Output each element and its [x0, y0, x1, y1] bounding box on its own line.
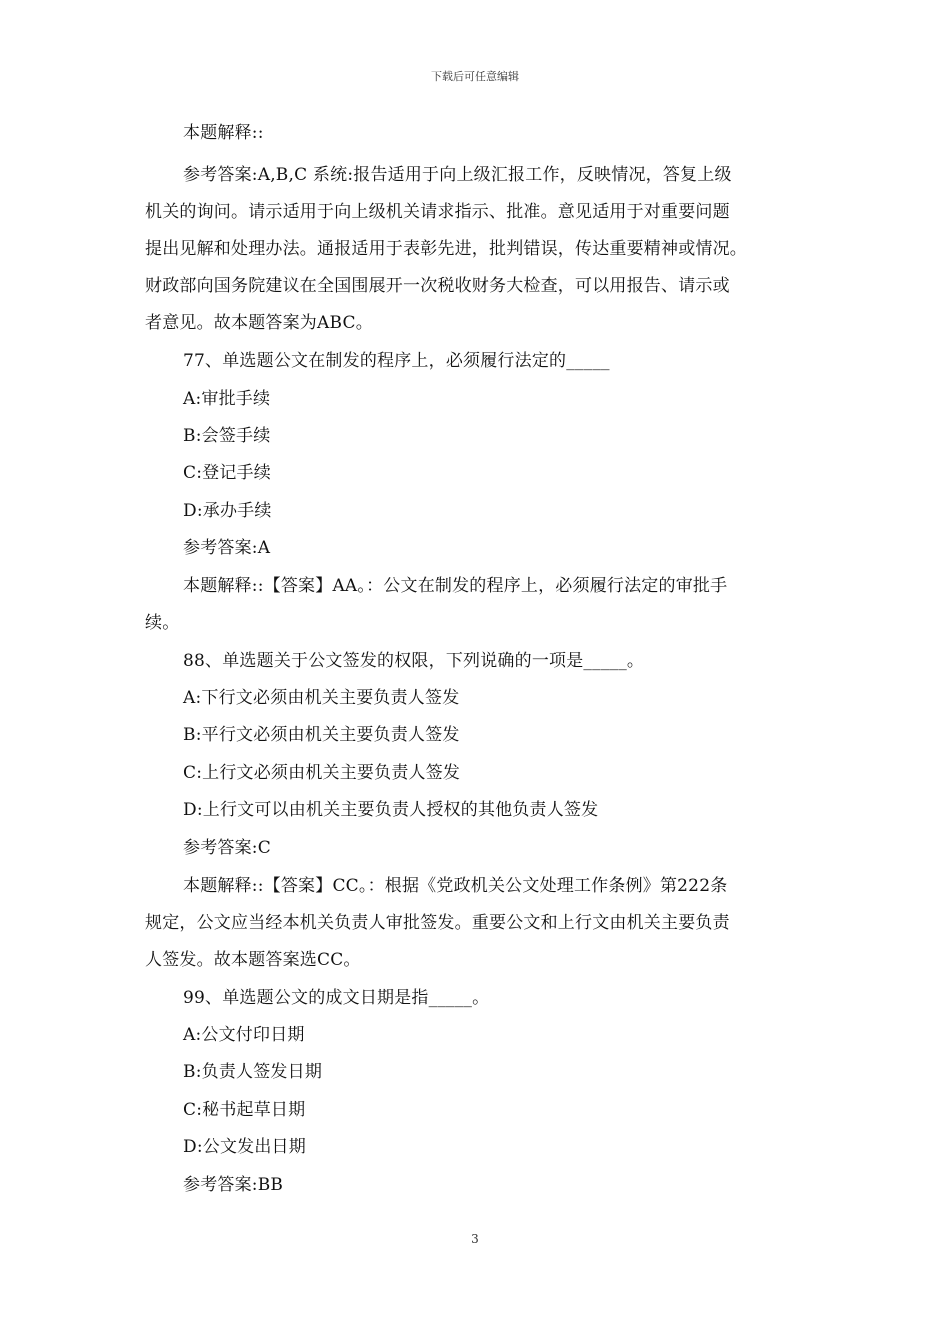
explanation-line: 本题解释::【答案】CC。：根据《党政机关公文处理工作条例》第222条: [183, 876, 728, 896]
question-88: 88、单选题关于公文签发的权限，下列说确的一项是_____。: [183, 651, 645, 671]
paragraph-line: 人签发。故本题答案选CC。: [145, 950, 361, 970]
option-d: D:公文发出日期: [183, 1137, 306, 1157]
option-a: A:公文付印日期: [183, 1025, 305, 1045]
answer-line: 参考答案:BB: [183, 1175, 284, 1195]
explanation-line: 本题解释::【答案】AA。：公文在制发的程序上，必须履行法定的审批手: [183, 576, 728, 596]
page-header: 下载后可任意编辑: [431, 70, 519, 83]
option-b: B:平行文必须由机关主要负责人签发: [183, 725, 460, 745]
paragraph-line: 者意见。故本题答案为ABC。: [145, 313, 373, 333]
answer-line: 参考答案:C: [183, 838, 271, 858]
paragraph-line: 财政部向国务院建议在全国围展开一次税收财务大检查，可以用报告、请示或: [145, 276, 730, 296]
option-b: B:会签手续: [183, 426, 271, 446]
question-77: 77、单选题公文在制发的程序上，必须履行法定的_____: [183, 351, 610, 371]
question-99: 99、单选题公文的成文日期是指_____。: [183, 988, 490, 1008]
option-d: D:承办手续: [183, 501, 272, 521]
option-c: C:登记手续: [183, 463, 271, 483]
option-b: B:负责人签发日期: [183, 1062, 323, 1082]
page-number: 3: [471, 1232, 479, 1246]
option-c: C:秘书起草日期: [183, 1100, 306, 1120]
explanation-heading: 本题解释::: [183, 123, 264, 143]
option-c: C:上行文必须由机关主要负责人签发: [183, 763, 461, 783]
answer-line: 参考答案:A,B,C 系统:报告适用于向上级汇报工作，反映情况，答复上级: [183, 165, 732, 185]
paragraph-line: 机关的询问。请示适用于向上级机关请求指示、批准。意见适用于对重要问题: [145, 202, 730, 222]
option-a: A:下行文必须由机关主要负责人签发: [183, 688, 460, 708]
paragraph-line: 续。: [145, 613, 180, 633]
answer-line: 参考答案:A: [183, 538, 271, 558]
paragraph-line: 规定，公文应当经本机关负责人审批签发。重要公文和上行文由机关主要负责: [145, 913, 730, 933]
option-a: A:审批手续: [183, 389, 271, 409]
paragraph-line: 提出见解和处理办法。通报适用于表彰先进，批判错误，传达重要精神或情况。: [145, 239, 747, 259]
option-d: D:上行文可以由机关主要负责人授权的其他负责人签发: [183, 800, 599, 820]
